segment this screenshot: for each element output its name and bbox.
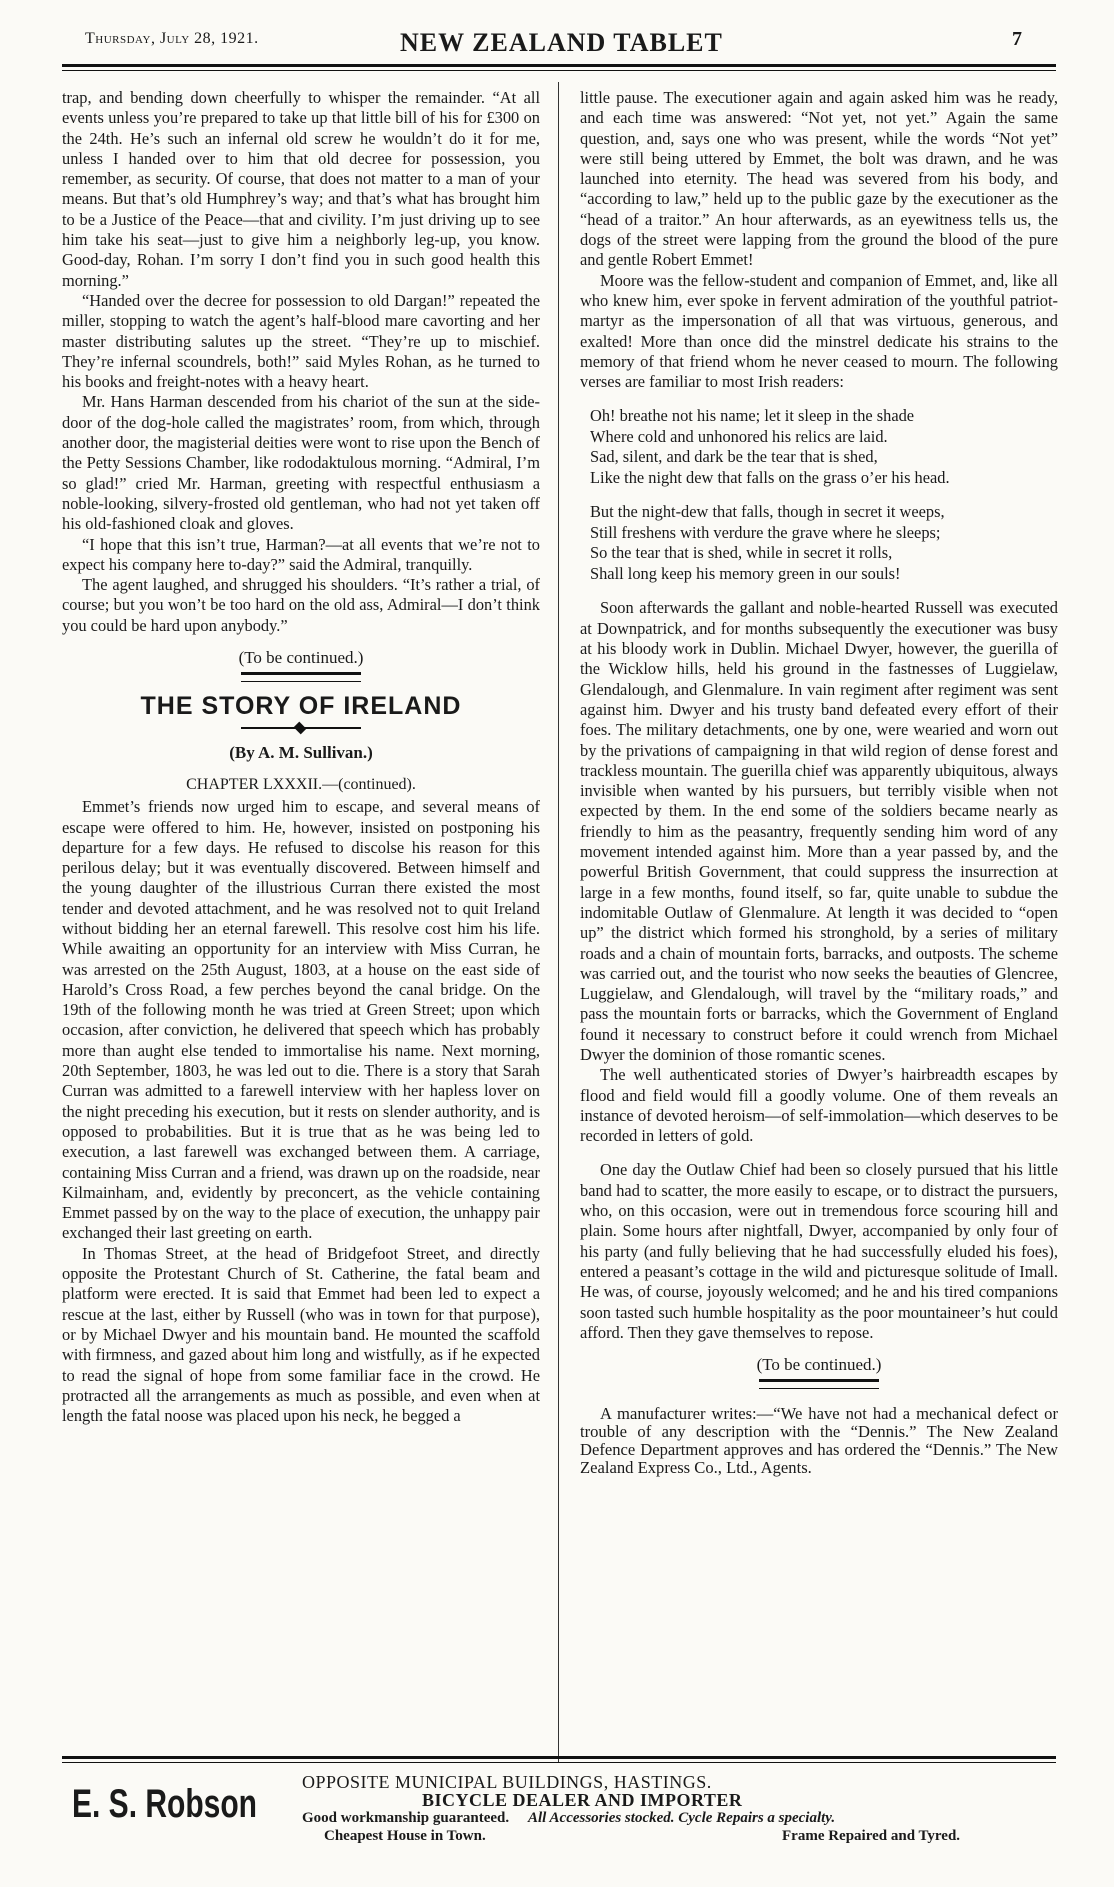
article-paragraph: The well authenticated stories of Dwyer’s hairbreadth escapes by flood and field would fill a goodly volume. One of them reveals an instance of devoted heroism—of self-immolation—which deserves to be recorded in letters of gold. (580, 1065, 1058, 1146)
serial-paragraph: “Handed over the decree for possession to old Dargan!” repeated the miller, stopping to watch the agent’s half-blood mare cavorting and her master distributing salutes up the street. “They’re up to mischief. They’re infernal scoundrels, both!” said Myles Rohan, as he turned to his books and freight-notes with a heavy heart. (62, 290, 540, 392)
article-title: THE STORY OF IRELAND (140, 692, 462, 721)
article-byline: (By A. M. Sullivan.) (229, 742, 373, 762)
section-ornament (241, 672, 361, 682)
page-header (0, 20, 1114, 60)
poem-line: So the tear that is shed, while in secret it rolls, (590, 543, 893, 563)
ad-frames: Frame Repaired and Tyred. (782, 1828, 961, 1844)
ad-address: OPPOSITE MUNICIPAL BUILDINGS, HASTINGS. (302, 1772, 712, 1792)
advertiser-name: E. S. Robson (72, 1782, 258, 1826)
page-number: 7 (1012, 28, 1022, 50)
footer-rule (62, 1756, 1056, 1759)
to-be-continued: (To be continued.) (756, 1355, 882, 1375)
section-ornament (759, 1379, 879, 1389)
poem-line: Shall long keep his memory green in our souls! (590, 563, 901, 583)
robson-advertisement (62, 1768, 1056, 1858)
right-column (580, 88, 1058, 1477)
ad-trade: BICYCLE DEALER AND IMPORTER (422, 1790, 743, 1810)
title-ornament (241, 727, 361, 729)
article-paragraph: One day the Outlaw Chief had been so closely pursued that his little band had to scatter, the more easily to escape, or to distract the pursuers, who, on this occasion, were out in tremendous force scouring hill and plain. Some hours after nightfall, Dwyer, accompanied by only four of his party (and fully believing that he had successfully eluded his foes), entered a peasant’s cottage in the wild and picturesque solitude of Imall. He was, of course, joyously welcomed; and he and his tired companions soon tasted such humble hospitality as the poor mountaineer’s hut could afford. Then they gave themselves to repose. (580, 1160, 1058, 1342)
serial-paragraph: Mr. Hans Harman descended from his chariot of the sun at the side-door of the dog-hole called the magistrates’ room, from which, through another door, the magisterial deities were wont to rise upon the Bench of the Petty Sessions Chamber, like rododaktulous morning. “Admiral, I’m so glad!” cried Mr. Harman, greeting with respectful enthusiasm a noble-looking, silvery-frosted old gentleman, who had not yet taken off his old-fashioned cloak and gloves. (62, 392, 540, 534)
article-paragraph: Soon afterwards the gallant and noble-hearted Russell was executed at Downpatrick, and for months subsequently the executioner was busy at his bloody work in Dublin. Michael Dwyer, however, the guerilla of the Wicklow hills, held his ground in the fastnesses of Luggielaw, Glendalough, and Glenmalure. In vain regiment after regiment was sent against him. Dwyer and his trusty band defeated every effort of their foes. The military detachments, one by one, were wearied and worn out by the privations of campaigning in that wild region of dense forest and trackless mountain. The guerilla chief was apparently ubiquitous, always invisible when wanted by his pursuers, but terribly visible when not expected by them. In the end some of the soldiers became nearly as friendly to him as the peasantry, frequently sending him word of any movement intended against him. More than a year passed by, and the powerful British Government, that could suppress the insurrection at large in a few months, found itself, so far, quite unable to subdue the indomitable Outlaw of Glenmalure. At length it was decided to “open up” the district which formed his stronghold, by a series of military roads and a chain of mountain forts, barracks, and outposts. The scheme was carried out, and the tourist who now seeks the beauties of Glencree, Luggielaw, and Glendalough, will travel by the “military roads,” and pass the mountain forts or barracks, which the Government of England found it necessary to construct before it could wrench from Michael Dwyer the dominion of those romantic scenes. (580, 598, 1058, 1064)
article-paragraph: Moore was the fellow-student and companion of Emmet, and, like all who knew him, ever spoke in fervent admiration of the youthful patriot-martyr as the impersonation of all that was virtuous, generous, and exalted! More than once did the minstrel dedicate his strains to the memory of that friend whom he never ceased to mourn. The following verses are familiar to most Irish readers: (580, 270, 1058, 392)
poem-line: Where cold and unhonored his relics are laid. (590, 426, 888, 446)
serial-paragraph: “I hope that this isn’t true, Harman?—at all events that we’re not to expect his company here to-day?” said the Admiral, tranquilly. (62, 534, 540, 574)
poem-stanza (590, 502, 1058, 584)
poem-line: But the night-dew that falls, though in secret it weeps, (590, 502, 945, 522)
header-rule (62, 64, 1056, 67)
ad-guarantee: Good workmanship guaranteed. (302, 1810, 510, 1826)
poem-line: Oh! breathe not his name; let it sleep in the shade (590, 406, 915, 426)
issue-date: Thursday, July 28, 1921. (85, 30, 259, 47)
to-be-continued: (To be continued.) (238, 648, 364, 668)
article-paragraph: In Thomas Street, at the head of Bridgefoot Street, and directly opposite the Protestant Church of St. Catherine, the fatal beam and platform were erected. It is said that Emmet had been led to expect a rescue at the last, either by Russell (who was in town for that purpose), or by Michael Dwyer and his mountain band. He mounted the scaffold with firmness, and gazed about him long and wistfully, as if he expected to read the signal of hope from some familiar face in the crowd. He protracted all the arrangements as much as possible, and even when at length the fatal noose was placed upon his neck, he begged a (62, 1243, 540, 1426)
chapter-heading: CHAPTER LXXXII.—(continued). (186, 775, 416, 793)
article-paragraph: little pause. The executioner again and again asked him was he ready, and each time was answered: “Not yet, not yet.” Again the same question, and, says one who was present, while the words “Not yet” were still being uttered by Emmet, the bolt was drawn, and he was launched into eternity. The head was severed from his body, and “according to law,” held up to the public gaze by the executioner as the “head of a traitor.” An hour afterwards, as an eyewitness tells us, the dogs of the street were lapping from the ground the blood of the pure and gentle Robert Emmet! (580, 88, 1058, 270)
article-paragraph: Emmet’s friends now urged him to escape, and several means of escape were offered to him. He, however, insisted on postponing his departure for a few days. He refused to discolse his reason for this perilous delay; but it was eventually discovered. Between himself and the young daughter of the illustrious Curran there existed the most tender and devoted attachment, and he was resolved not to quit Ireland without bidding her an eternal farewell. This resolve cost him his life. While awaiting an opportunity for an interview with Miss Curran, he was arrested on the 25th August, 1803, at a house on the east side of Harold’s Cross Road, a few perches beyond the canal bridge. On the 19th of the following month he was tried at Green Street; upon which occasion, after conviction, he delivered that speech which has probably more than aught else tended to immortalise his name. Next morning, 20th September, 1803, he was led out to die. There is a story that Sarah Curran was admitted to a farewell interview with her hapless lover on the night preceding his execution, but it rests on slender authority, and is opposed to probabilities. But it is true that as he was being led to execution, a last farewell was exchanged between them. A carriage, containing Miss Curran and a friend, was drawn up on the roadside, near Kilmainham, and, evidently by preconcert, as the vehicle containing Emmet passed by on the way to the place of execution, the unhappy pair exchanged their last greeting on earth. (62, 797, 540, 1243)
poem-line: Sad, silent, and dark be the tear that is shed, (590, 447, 878, 467)
poem-line: Still freshens with verdure the grave where he sleeps; (590, 522, 941, 542)
serial-paragraph: The agent laughed, and shrugged his shoulders. “It’s rather a trial, of course; but you won’t be too hard on the old ass, Admiral—I don’t think you could be hard upon anybody.” (62, 575, 540, 635)
masthead-title: NEW ZEALAND TABLET (400, 28, 723, 57)
left-column (62, 88, 540, 1426)
serial-paragraph: trap, and bending down cheerfully to whisper the remainder. “At all events unless you’re prepared to take up that little bill of his for £300 on the 24th. He’s such an infernal old screw he wouldn’t do it for me, unless I handed over to him that old decree for possession, you remember, as security. Of course, that does not matter to a man of your means. But that’s old Humphrey’s way; and that’s what has brought him to be a Justice of the Peace—that and civility. I’m just driving up to see him take his seat—just to give him a neighborly leg-up, you know. Good-day, Rohan. I’m sorry I don’t find you in such good health this morning.” (62, 88, 540, 290)
footer-rule-thin (62, 1762, 1056, 1763)
ad-accessories: All Accessories stocked. Cycle Repairs a specialty. (528, 1810, 836, 1826)
column-divider (558, 82, 559, 1762)
ad-cheapest: Cheapest House in Town. (324, 1828, 486, 1844)
dennis-notice: A manufacturer writes:—“We have not had a mechanical defect or trouble of any description with the “Dennis.” The New Zealand Defence Department approves and has ordered the “Dennis.” The New Zealand Express Co., Ltd., Agents. (580, 1404, 1058, 1478)
poem-line: Like the night dew that falls on the grass o’er his head. (590, 467, 950, 487)
poem-stanza (590, 406, 1058, 488)
header-rule-thin (62, 70, 1056, 71)
